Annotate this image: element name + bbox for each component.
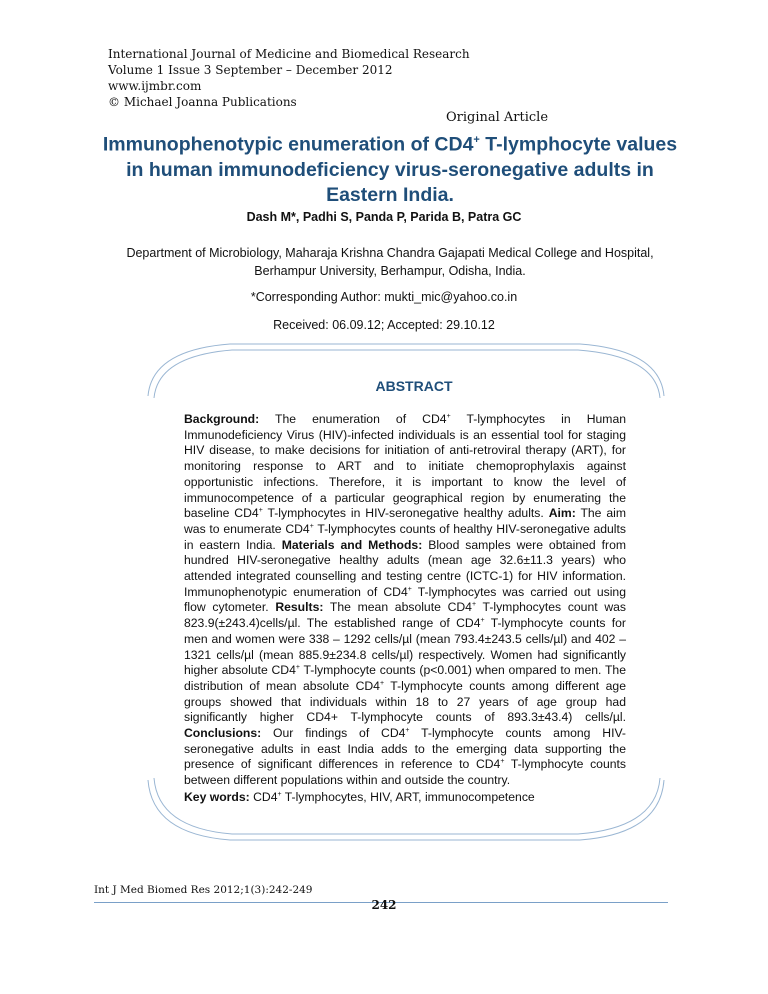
journal-name: International Journal of Medicine and Biomedical Research bbox=[108, 47, 470, 61]
aim-text: The aim was to enumerate CD4 bbox=[184, 506, 626, 536]
superscript-plus: + bbox=[258, 507, 263, 515]
methods-text: T-lymphocytes was carried out using flow cytometer. bbox=[184, 584, 626, 615]
background-text: The enumeration of CD4 bbox=[259, 412, 447, 426]
affiliation-line1: Department of Microbiology, Maharaja Krishna Chandra Gajapati Medical College and Hospital, bbox=[126, 246, 654, 260]
received-accepted-dates: Received: 06.09.12; Accepted: 29.10.12 bbox=[273, 318, 495, 332]
title-part2: T-lymphocyte values in human immunodeficiency virus-seronegative adults in Eastern India. bbox=[126, 133, 678, 206]
background-label: Background: bbox=[184, 412, 260, 426]
background-text: T-lymphocytes in HIV-seronegative healthy adults. bbox=[262, 506, 544, 521]
superscript-plus: + bbox=[471, 601, 477, 609]
superscript-plus: + bbox=[295, 664, 300, 672]
publisher: © Michael Joanna Publications bbox=[108, 95, 297, 109]
results-label: Results: bbox=[275, 600, 324, 615]
journal-website: www.ijmbr.com bbox=[108, 79, 202, 93]
article-title bbox=[100, 128, 680, 208]
journal-header bbox=[108, 46, 608, 110]
superscript-plus: + bbox=[277, 790, 282, 798]
corresponding-author: *Corresponding Author: mukti_mic@yahoo.co.in bbox=[250, 290, 518, 304]
results-text: T-lymphocytes count was 823.9(±243.4)cells/µl. The established range of CD4 bbox=[184, 600, 627, 631]
superscript-plus: + bbox=[379, 679, 385, 687]
superscript-plus: + bbox=[405, 727, 410, 734]
abstract-heading: ABSTRACT bbox=[375, 378, 453, 394]
methods-text: Blood samples were obtained from hundred HIV-seronegative healthy adults (mean age 32.6±11.3 years) who attended integrated counselling and testing centre (ICTC-1) for HIV information. Immunophenotypic enumeration of CD4 bbox=[184, 537, 626, 599]
title-superscript: + bbox=[473, 134, 480, 146]
superscript-plus: + bbox=[407, 585, 412, 593]
article-type: Original Article bbox=[445, 110, 549, 125]
affiliation bbox=[100, 244, 680, 280]
keywords-text: CD4 bbox=[249, 790, 278, 804]
conclusions-text: Our findings of CD4 bbox=[261, 726, 406, 741]
conclusions-label: Conclusions: bbox=[184, 726, 262, 741]
frame-bottom-arc bbox=[148, 780, 664, 840]
superscript-plus: + bbox=[500, 758, 505, 766]
results-text: T-lymphocyte counts among different age groups showed that individuals within 18 to 27 years of age group had significantly higher CD4+ T-lymphocyte counts of 893.3±43.4) cells/µl. bbox=[184, 678, 626, 725]
keywords bbox=[184, 790, 626, 804]
keywords-label: Key words: bbox=[184, 790, 250, 804]
results-text: The mean absolute CD4 bbox=[323, 600, 472, 615]
keywords-text: T-lymphocytes, HIV, ART, immunocompetence bbox=[281, 790, 535, 804]
background-text: T-lymphocytes in Human Immunodeficiency Virus (HIV)-infected individuals is an essential tool for staging HIV disease, to make decisions for initiation of anti-retroviral therapy (ART), for monitoring response to ART and to initiate chemoprophylaxis against opportunistic infections. Therefore, it is important to know the level of immunocompetence of a particular geographical region by enumerating the baseline CD4 bbox=[184, 412, 627, 521]
affiliation-line2: Berhampur University, Berhampur, Odisha, India. bbox=[254, 264, 526, 278]
footer-citation: Int J Med Biomed Res 2012;1(3):242-249 bbox=[94, 884, 313, 896]
abstract-body bbox=[184, 412, 626, 789]
aim-label: Aim: bbox=[548, 506, 576, 521]
page-number: 242 bbox=[371, 898, 397, 912]
results-text: T-lymphocyte counts (p<0.001) when ompared to men. The distribution of mean absolute CD4 bbox=[184, 663, 626, 693]
conclusions-text: T-lymphocyte counts between different populations within and outside the country. bbox=[184, 757, 626, 788]
authors: Dash M*, Padhi S, Panda P, Parida B, Patra GC bbox=[246, 210, 522, 224]
conclusions-text: T-lymphocyte counts among HIV-seronegative adults in east India adds to the emerging data supporting the presence of significant differences in reference to CD4 bbox=[184, 726, 626, 772]
volume-issue: Volume 1 Issue 3 September – December 2012 bbox=[108, 63, 393, 77]
superscript-plus: + bbox=[446, 412, 451, 420]
title-part1: Immunophenotypic enumeration of CD4 bbox=[102, 133, 474, 156]
superscript-plus: + bbox=[480, 617, 485, 625]
methods-label: Materials and Methods: bbox=[281, 537, 423, 552]
aim-text: T-lymphocytes counts of healthy HIV-seronegative adults in eastern India. bbox=[184, 521, 626, 552]
superscript-plus: + bbox=[309, 522, 314, 530]
results-text: T-lymphocyte counts for men and women were 338 – 1292 cells/µl (mean 793.4±243.5 cells/µl) and 402 – 1321 cells/µl (mean 885.9±234.8 cells/µl) respectively. Women had significantly higher absolute CD4 bbox=[184, 616, 626, 678]
